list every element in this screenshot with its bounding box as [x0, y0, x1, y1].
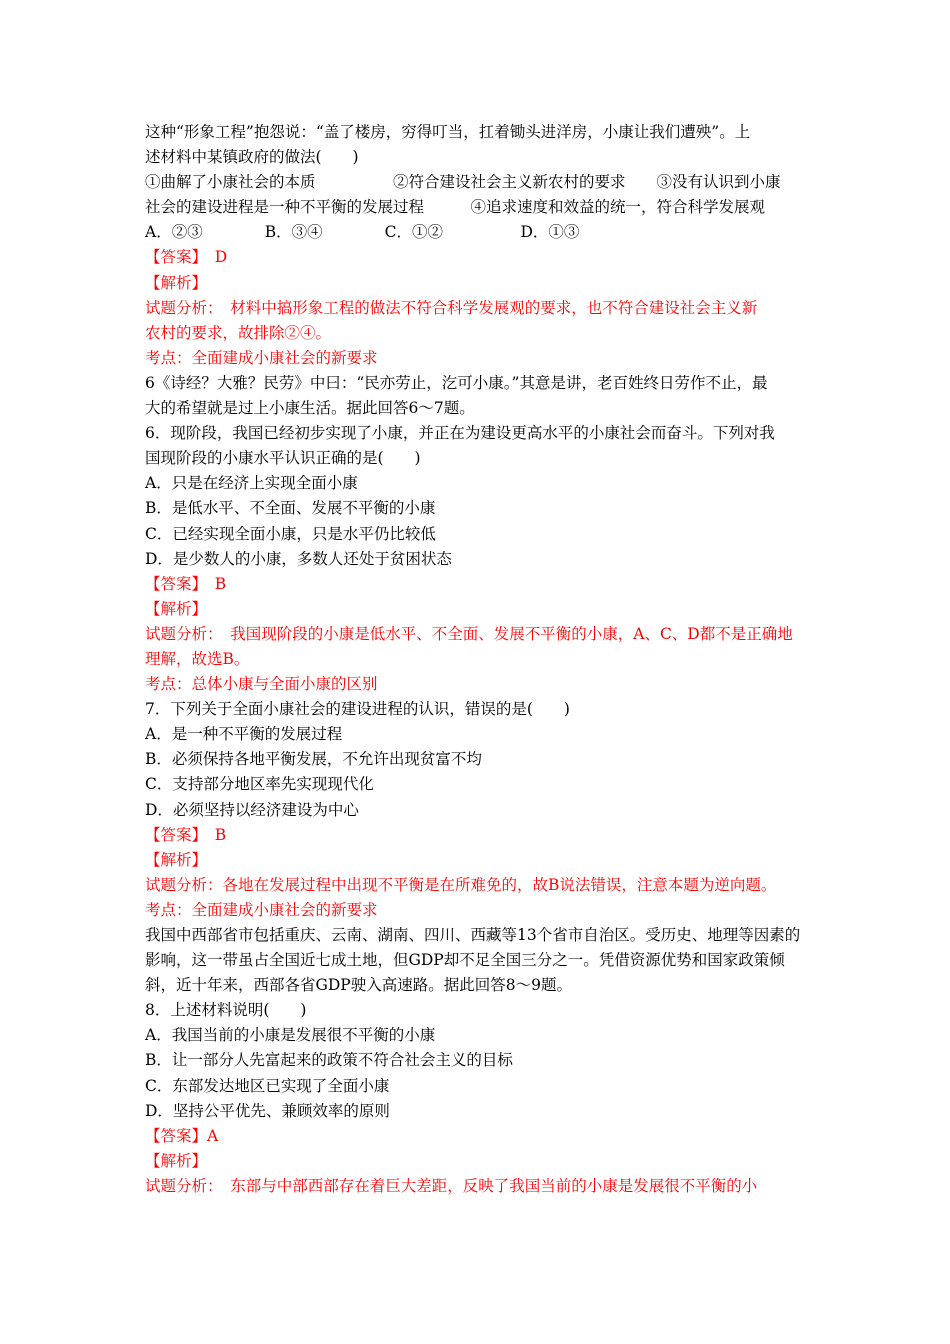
- text-line: D．是少数人的小康，多数人还处于贫困状态: [145, 549, 452, 568]
- analysis-line: 试题分析： 东部与中部西部存在着巨大差距，反映了我国当前的小康是发展很不平衡的小: [145, 1176, 758, 1195]
- text-line: 我国中西部省市包括重庆、云南、湖南、四川、西藏等13个省市自治区。受历史、地理等因素的: [145, 926, 801, 944]
- text-line: B．是低水平、不全面、发展不平衡的小康: [145, 499, 436, 518]
- analysis-line: 【解析】: [145, 850, 208, 869]
- text-line: B．让一部分人先富起来的政策不符合社会主义的目标: [145, 1051, 513, 1070]
- analysis-line: 【答案】A: [145, 1126, 219, 1145]
- analysis-line: 【解析】: [145, 1151, 208, 1170]
- text-line: 影响，这一带虽占全国近七成土地，但GDP却不足全国三分之一。凭借资源优势和国家政策倾: [145, 951, 785, 970]
- text-line: A．是一种不平衡的发展过程: [145, 725, 343, 744]
- text-line: A．②③ B．③④ C．①② D．①③: [145, 223, 580, 242]
- analysis-line: 【答案】 B: [145, 574, 227, 593]
- analysis-line: 【答案】 B: [145, 825, 227, 844]
- text-line: C．东部发达地区已实现了全面小康: [145, 1076, 390, 1095]
- analysis-line: 【解析】: [145, 599, 208, 618]
- text-line: 述材料中某镇政府的做法( ): [145, 148, 359, 167]
- text-line: 8．上述材料说明( ): [145, 1001, 307, 1020]
- text-line: A．只是在经济上实现全面小康: [145, 474, 358, 493]
- analysis-line: 试题分析： 材料中搞形象工程的做法不符合科学发展观的要求，也不符合建设社会主义新: [145, 298, 758, 317]
- analysis-line: 【答案】 D: [145, 248, 228, 267]
- text-line: 6．现阶段，我国已经初步实现了小康，并正在为建设更高水平的小康社会而奋斗。下列对我: [145, 424, 775, 443]
- text-line: ①曲解了小康社会的本质 ②符合建设社会主义新农村的要求 ③没有认识到小康: [145, 173, 781, 192]
- text-line: 这种“形象工程”抱怨说：“盖了楼房，穷得叮当，扛着锄头进洋房，小康让我们遭殃”。上: [145, 123, 751, 141]
- text-line: D．必须坚持以经济建设为中心: [145, 800, 359, 819]
- document-body: [145, 120, 810, 1199]
- text-line: 斜，近十年来，西部各省GDP驶入高速路。据此回答8～9题。: [145, 976, 572, 995]
- analysis-line: 考点：总体小康与全面小康的区别: [145, 675, 378, 694]
- text-line: C．已经实现全面小康，只是水平仍比较低: [145, 524, 436, 543]
- analysis-line: 试题分析： 我国现阶段的小康是低水平、不全面、发展不平衡的小康，A、C、D都不是正确地: [145, 624, 793, 643]
- text-line: 社会的建设进程是一种不平衡的发展过程 ④追求速度和效益的统一，符合科学发展观: [145, 198, 766, 217]
- text-line: D．坚持公平优先、兼顾效率的原则: [145, 1101, 390, 1120]
- text-line: B．必须保持各地平衡发展，不允许出现贫富不均: [145, 750, 482, 769]
- text-line: 7．下列关于全面小康社会的建设进程的认识，错误的是( ): [145, 700, 570, 719]
- analysis-line: 试题分析：各地在发展过程中出现不平衡是在所难免的，故B说法错误，注意本题为逆向题。: [145, 875, 777, 894]
- analysis-line: 【解析】: [145, 273, 208, 292]
- text-line: 6《诗经？大雅？民劳》中曰：“民亦劳止，汔可小康。”其意是讲，老百姓终日劳作不止，最: [145, 373, 768, 392]
- text-line: C．支持部分地区率先实现现代化: [145, 775, 374, 794]
- text-line: 国现阶段的小康水平认识正确的是( ): [145, 449, 421, 468]
- text-line: 大的希望就是过上小康生活。据此回答6～7题。: [145, 399, 475, 418]
- analysis-line: 考点：全面建成小康社会的新要求: [145, 348, 378, 367]
- analysis-line: 理解，故选B。: [145, 649, 250, 668]
- text-line: A．我国当前的小康是发展很不平衡的小康: [145, 1026, 436, 1045]
- analysis-line: 考点：全面建成小康社会的新要求: [145, 900, 378, 919]
- analysis-line: 农村的要求，故排除②④。: [145, 323, 332, 342]
